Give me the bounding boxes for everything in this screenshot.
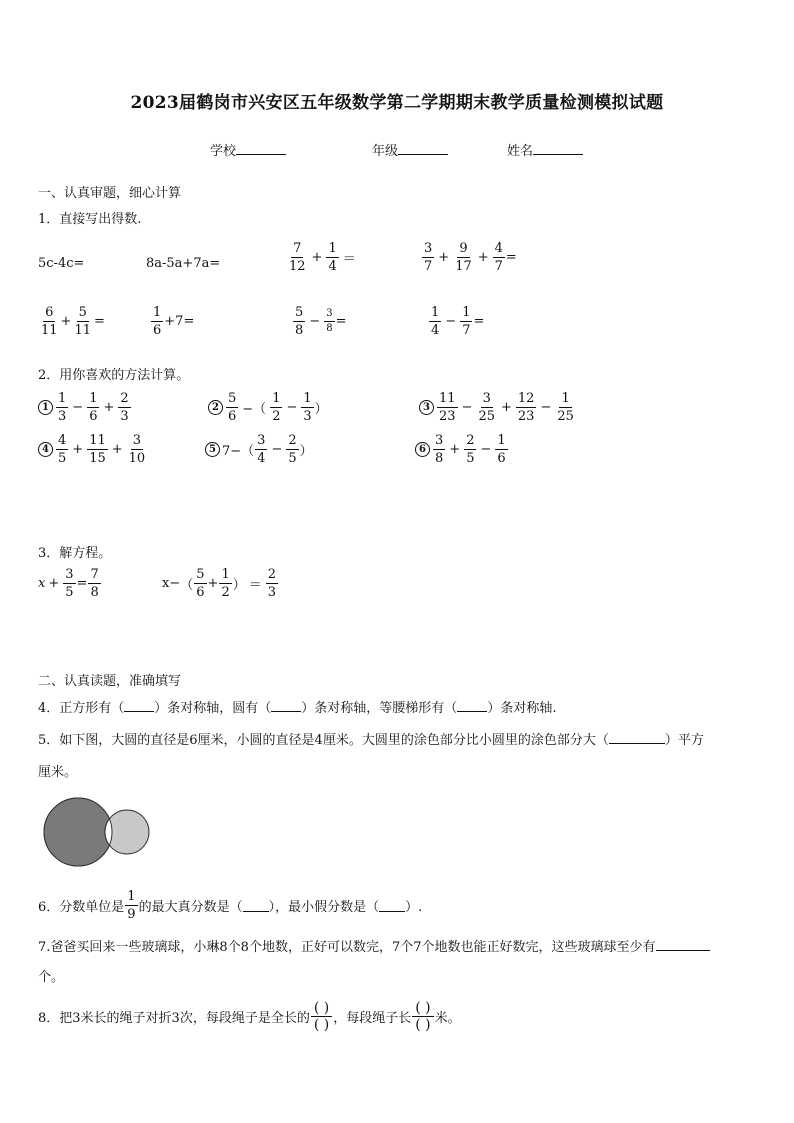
q2-item-3: 3 $\frac{11}{23}$ − $\frac{3}{25}$ + $\frac{12}{23}$ − $\frac{1}{25}$ (419, 392, 577, 423)
q6-blank-1[interactable] (243, 899, 269, 912)
name-field[interactable] (507, 140, 583, 159)
q2-item-5: 5 7−（ $\frac{3}{4}$ − $\frac{2}{5}$ ） (205, 434, 313, 465)
school-label: 学校 (210, 144, 237, 159)
question-7-line-1: 7.爸爸买回来一些玻璃球，小琳8个8个地数，正好可以数完，7个7个地数也能正好数完，这些玻璃球至少有 (38, 936, 710, 955)
question-7-line-2: 个。 (38, 970, 65, 985)
q1-item-c: $\frac{7}{12}$ + $\frac{1}{4}$ ＝ (289, 241, 356, 274)
q8-fraction-blank-2[interactable]: $\frac{( )}{( )}$ (412, 1000, 433, 1033)
grade-blank[interactable] (398, 140, 448, 155)
question-1-title: 1．直接写出得数. (38, 212, 142, 227)
q3-equation-1: x + $\frac{3}{5}$ = $\frac{7}{8}$ (38, 567, 99, 600)
section-1-heading: 一、认真审题，细心计算 (38, 186, 182, 201)
q1-item-h: $\frac{1}{4}$ − $\frac{1}{7}$ = (431, 305, 485, 338)
question-5-line-1: 5．如下图，大圆的直径是6厘米，小圆的直径是4厘米。大圆里的涂色部分比小圆里的涂色部分大（ ）平方 (38, 733, 704, 748)
q1-item-e: $\frac{6}{11}$ + $\frac{5}{11}$ = (41, 305, 105, 338)
q1-item-g: $\frac{5}{8}$ − $\frac{3}{8}$ = (295, 305, 347, 338)
q4-blank-3[interactable] (457, 699, 487, 712)
q3-equation-2: x− （ $\frac{5}{6}$ + $\frac{1}{2}$ ） ＝ $\frac{2}{3}$ (162, 567, 277, 600)
q4-blank-2[interactable] (271, 699, 301, 712)
q1-item-d: $\frac{3}{7}$ + $\frac{9}{17}$ + $\frac{4}{7}$ = (424, 241, 517, 274)
question-5-line-2: 厘米。 (38, 765, 78, 780)
q2-item-2: 2 $\frac{5}{6}$ −（ $\frac{1}{2}$ − $\frac{1}{3}$ ） (208, 392, 328, 423)
name-label: 姓名 (507, 144, 534, 159)
q8-fraction-blank-1[interactable]: $\frac{( )}{( )}$ (311, 1000, 332, 1033)
q2-item-1: 1 $\frac{1}{3}$ − $\frac{1}{6}$ + $\frac{2}{3}$ (38, 392, 132, 423)
q2-item-6: 6 $\frac{3}{8}$ + $\frac{2}{5}$ − $\frac{1}{6}$ (415, 434, 509, 465)
circles-figure (40, 796, 155, 868)
grade-field[interactable] (372, 140, 448, 159)
q7-blank[interactable] (656, 938, 710, 951)
question-4: 4．正方形有（ ）条对称轴，圆有（ ）条对称轴，等腰梯形有（ ）条对称轴. (38, 701, 557, 716)
page-title: 2023届鹤岗市兴安区五年级数学第二学期期末教学质量检测模拟试题 (130, 93, 664, 113)
question-2-title: 2．用你喜欢的方法计算。 (38, 368, 190, 383)
school-field[interactable] (210, 140, 286, 159)
q1-item-b: 8a-5a+7a= (146, 256, 221, 271)
question-6: 6．分数单位是 $\frac{1}{9}$ 的最大真分数是（ ），最小假分数是（ ）. (38, 889, 423, 922)
q2-item-4: 4 $\frac{4}{5}$ + $\frac{11}{15}$ + $\frac{3}{10}$ (38, 434, 148, 465)
q4-blank-1[interactable] (124, 699, 154, 712)
name-blank[interactable] (533, 140, 583, 155)
question-3-title: 3．解方程。 (38, 546, 112, 561)
school-blank[interactable] (236, 140, 286, 155)
q1-item-a: 5c-4c= (38, 256, 85, 271)
grade-label: 年级 (372, 144, 399, 159)
q6-blank-2[interactable] (379, 899, 405, 912)
question-8: 8．把3米长的绳子对折3次，每段绳子是全长的 $\frac{( )}{( )}$ ，每段绳子长 $\frac{( )}{( )}$ 米。 (38, 1000, 461, 1033)
q5-blank[interactable] (609, 731, 665, 744)
q1-item-f: $\frac{1}{6}$ +7= (153, 305, 195, 338)
section-2-heading: 二、认真读题，准确填写 (38, 674, 182, 689)
